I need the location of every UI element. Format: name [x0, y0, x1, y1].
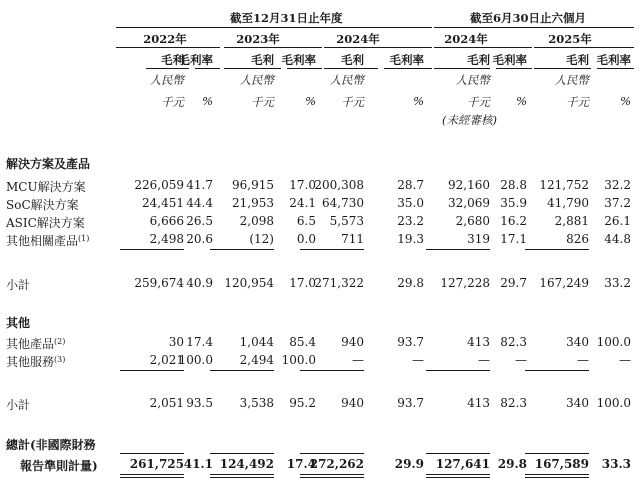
header-group-halfyear: 截至6月30日止六個月: [470, 11, 587, 25]
header-currency: 人民幣: [239, 73, 274, 87]
cell-gross-profit: 1,044: [239, 335, 274, 349]
header-unit-percent: %: [620, 94, 631, 108]
header-gp-label: 毛利: [341, 53, 364, 67]
header-gp-rule: [434, 68, 490, 69]
cell-gross-profit: 2,680: [455, 214, 490, 228]
row-label-text: ASIC解決方案: [6, 216, 85, 230]
header-year: 2025年: [548, 32, 592, 46]
total-gross-margin: 33.3: [601, 457, 631, 471]
total-gross-profit: 167,589: [534, 457, 589, 471]
cell-gross-profit: 21,953: [232, 196, 274, 210]
header-gp-label: 毛利: [566, 53, 589, 67]
row-label-text: 其他服務: [6, 355, 55, 369]
cell-gross-margin: 19.3: [397, 232, 424, 246]
header-year: 2023年: [236, 32, 280, 46]
row-label: [6, 232, 89, 249]
header-gm-label: 毛利率: [389, 53, 424, 67]
row-label: [6, 353, 65, 370]
cell-gross-profit: 413: [467, 335, 490, 349]
row-label-text: SoC解決方案: [6, 198, 79, 212]
header-unaudited: (未經審核): [442, 113, 497, 127]
header-gm-rule: [287, 68, 322, 69]
footnote-marker: (1): [78, 234, 90, 243]
total-gross-profit: 127,641: [435, 457, 490, 471]
total-gross-profit: 124,492: [219, 457, 274, 471]
row-label: [6, 214, 85, 231]
header-group-year: 截至12月31日止年度: [230, 11, 343, 25]
section-title: 解決方案及產品: [6, 157, 91, 171]
cell-gross-margin: 44.8: [604, 232, 631, 246]
cell-gross-profit: —: [352, 353, 364, 367]
subtotal-rule: [300, 370, 364, 371]
header-gm-rule: [384, 68, 432, 69]
header-gm-rule: [597, 68, 634, 69]
header-gm-rule: [496, 68, 532, 69]
subtotal-rule: [210, 249, 274, 250]
cell-gross-profit: 64,730: [322, 196, 364, 210]
subtotal-gross-profit: 167,249: [539, 276, 589, 290]
cell-gross-profit: 200,308: [314, 178, 364, 192]
header-unit-percent: %: [305, 94, 316, 108]
header-gp-label: 毛利: [251, 53, 274, 67]
subtotal-rule: [120, 370, 184, 371]
cell-gross-profit: 826: [566, 232, 589, 246]
cell-gross-margin: 93.7: [397, 335, 424, 349]
cell-gross-profit: 92,160: [448, 178, 490, 192]
cell-gross-profit: 96,915: [232, 178, 274, 192]
total-double-rule: [525, 474, 589, 478]
subtotal-rule: [426, 249, 490, 250]
total-top-rule: [525, 453, 589, 454]
cell-gross-margin: —: [412, 353, 424, 367]
subtotal-gross-margin: 17.0: [289, 276, 316, 290]
cell-gross-margin: 100.0: [596, 335, 631, 349]
header-currency: 人民幣: [554, 73, 589, 87]
header-currency: 人民幣: [329, 73, 364, 87]
total-gross-margin: 29.9: [394, 457, 424, 471]
subtotal-rule: [525, 370, 589, 371]
row-label: [6, 196, 79, 213]
cell-gross-profit: 30: [168, 335, 184, 349]
cell-gross-profit: 41,790: [547, 196, 589, 210]
total-top-rule: [426, 453, 490, 454]
header-gp-rule: [324, 68, 378, 69]
total-gross-margin: 41.1: [183, 457, 213, 471]
header-unit-thousand: 千元: [341, 95, 364, 109]
cell-gross-margin: 44.4: [186, 196, 213, 210]
cell-gross-profit: (12): [249, 232, 274, 246]
cell-gross-margin: —: [619, 353, 631, 367]
cell-gross-margin: 17.4: [186, 335, 213, 349]
cell-gross-margin: 28.8: [500, 178, 527, 192]
cell-gross-profit: 2,881: [554, 214, 589, 228]
cell-gross-profit: 6,666: [149, 214, 184, 228]
total-top-rule: [300, 453, 364, 454]
cell-gross-profit: 5,573: [329, 214, 364, 228]
header-currency: 人民幣: [455, 73, 490, 87]
subtotal-rule: [525, 249, 589, 250]
header-currency: 人民幣: [149, 73, 184, 87]
total-double-rule: [120, 474, 184, 478]
header-gm-label: 毛利率: [281, 53, 316, 67]
total-top-rule: [210, 453, 274, 454]
subtotal-gross-margin: 100.0: [596, 396, 631, 410]
cell-gross-profit: 226,059: [134, 178, 184, 192]
cell-gross-margin: 20.6: [186, 232, 213, 246]
header-unit-thousand: 千元: [161, 95, 184, 109]
header-year: 2024年: [336, 32, 380, 46]
cell-gross-profit: 2,494: [239, 353, 274, 367]
cell-gross-profit: 2,098: [239, 214, 274, 228]
header-gp-rule: [534, 68, 591, 69]
header-gp-label: 毛利: [161, 53, 184, 67]
cell-gross-profit: 711: [341, 232, 364, 246]
cell-gross-margin: 6.5: [296, 214, 316, 228]
cell-gross-margin: 35.0: [397, 196, 424, 210]
header-gp-label: 毛利: [467, 53, 490, 67]
header-year-rule: [224, 47, 322, 48]
header-gm-rule: [195, 68, 220, 69]
footnote-marker: (3): [54, 355, 66, 364]
header-unit-thousand: 千元: [566, 95, 589, 109]
section-title: 其他: [6, 316, 31, 330]
header-year-rule: [116, 47, 220, 48]
header-gm-label: 毛利率: [492, 53, 527, 67]
subtotal-gross-profit: 340: [566, 396, 589, 410]
row-label-text: MCU解決方案: [6, 180, 86, 194]
subtotal-gross-margin: 29.8: [397, 276, 424, 290]
subtotal-gross-margin: 93.7: [397, 396, 424, 410]
cell-gross-margin: 100.0: [178, 353, 213, 367]
cell-gross-margin: 0.0: [296, 232, 316, 246]
header-year-rule: [434, 47, 532, 48]
subtotal-gross-profit: 940: [341, 396, 364, 410]
header-year-rule: [534, 47, 634, 48]
header-group-year-rule: [116, 27, 432, 28]
cell-gross-profit: 2,021: [149, 353, 184, 367]
cell-gross-margin: 41.7: [186, 178, 213, 192]
cell-gross-margin: 37.2: [604, 196, 631, 210]
cell-gross-profit: 319: [467, 232, 490, 246]
subtotal-gross-profit: 259,674: [134, 276, 184, 290]
cell-gross-margin: 17.0: [289, 178, 316, 192]
cell-gross-margin: 100.0: [281, 353, 316, 367]
footnote-marker: (2): [54, 337, 66, 346]
total-label-line2: 報告準則計量): [20, 459, 98, 473]
subtotal-gross-margin: 33.2: [604, 276, 631, 290]
subtotal-gross-margin: 95.2: [289, 396, 316, 410]
cell-gross-profit: 940: [341, 335, 364, 349]
cell-gross-margin: —: [515, 353, 527, 367]
subtotal-gross-margin: 40.9: [186, 276, 213, 290]
cell-gross-margin: 85.4: [289, 335, 316, 349]
header-unit-percent: %: [202, 94, 213, 108]
subtotal-label: 小計: [6, 278, 31, 292]
total-double-rule: [300, 474, 364, 478]
cell-gross-margin: 23.2: [397, 214, 424, 228]
total-gross-profit: 261,725: [129, 457, 184, 471]
cell-gross-profit: 24,451: [142, 196, 184, 210]
subtotal-gross-profit: 271,322: [314, 276, 364, 290]
row-label: [6, 335, 65, 352]
total-top-rule: [120, 453, 184, 454]
cell-gross-margin: 82.3: [500, 335, 527, 349]
subtotal-gross-margin: 82.3: [500, 396, 527, 410]
row-label-text: 其他產品: [6, 337, 55, 351]
total-double-rule: [210, 474, 274, 478]
header-gp-rule: [146, 68, 189, 69]
cell-gross-margin: 26.1: [604, 214, 631, 228]
cell-gross-profit: —: [577, 353, 589, 367]
cell-gross-margin: 35.9: [500, 196, 527, 210]
cell-gross-margin: 16.2: [500, 214, 527, 228]
cell-gross-profit: 2,498: [149, 232, 184, 246]
cell-gross-margin: 24.1: [289, 196, 316, 210]
total-label-line1: 總計(非國際財務: [6, 438, 96, 452]
subtotal-gross-margin: 93.5: [186, 396, 213, 410]
cell-gross-margin: 17.1: [500, 232, 527, 246]
header-unit-percent: %: [516, 94, 527, 108]
subtotal-gross-profit: 127,228: [440, 276, 490, 290]
total-gross-profit: 272,262: [309, 457, 364, 471]
header-year: 2022年: [143, 32, 187, 46]
total-gross-margin: 17.4: [286, 457, 316, 471]
cell-gross-profit: 340: [566, 335, 589, 349]
subtotal-label: 小計: [6, 398, 31, 412]
header-gm-label: 毛利率: [178, 53, 213, 67]
total-double-rule: [426, 474, 490, 478]
cell-gross-profit: 121,752: [539, 178, 589, 192]
header-unit-thousand: 千元: [251, 95, 274, 109]
subtotal-rule: [210, 370, 274, 371]
subtotal-gross-profit: 120,954: [224, 276, 274, 290]
subtotal-rule: [300, 249, 364, 250]
cell-gross-margin: 26.5: [186, 214, 213, 228]
subtotal-gross-profit: 2,051: [149, 396, 184, 410]
header-unit-thousand: 千元: [467, 95, 490, 109]
subtotal-gross-margin: 29.7: [500, 276, 527, 290]
row-label-text: 其他相關產品: [6, 234, 79, 248]
subtotal-rule: [120, 249, 184, 250]
cell-gross-margin: 28.7: [397, 178, 424, 192]
header-unit-percent: %: [413, 94, 424, 108]
total-gross-margin: 29.8: [497, 457, 527, 471]
header-gm-label: 毛利率: [596, 53, 631, 67]
header-year-rule: [324, 47, 432, 48]
row-label: [6, 178, 86, 195]
header-group-halfyear-rule: [434, 27, 634, 28]
cell-gross-profit: 32,069: [448, 196, 490, 210]
cell-gross-profit: —: [478, 353, 490, 367]
subtotal-rule: [426, 370, 490, 371]
subtotal-gross-profit: 3,538: [239, 396, 274, 410]
header-gp-rule: [224, 68, 281, 69]
header-year: 2024年: [444, 32, 488, 46]
subtotal-gross-profit: 413: [467, 396, 490, 410]
cell-gross-margin: 32.2: [604, 178, 631, 192]
